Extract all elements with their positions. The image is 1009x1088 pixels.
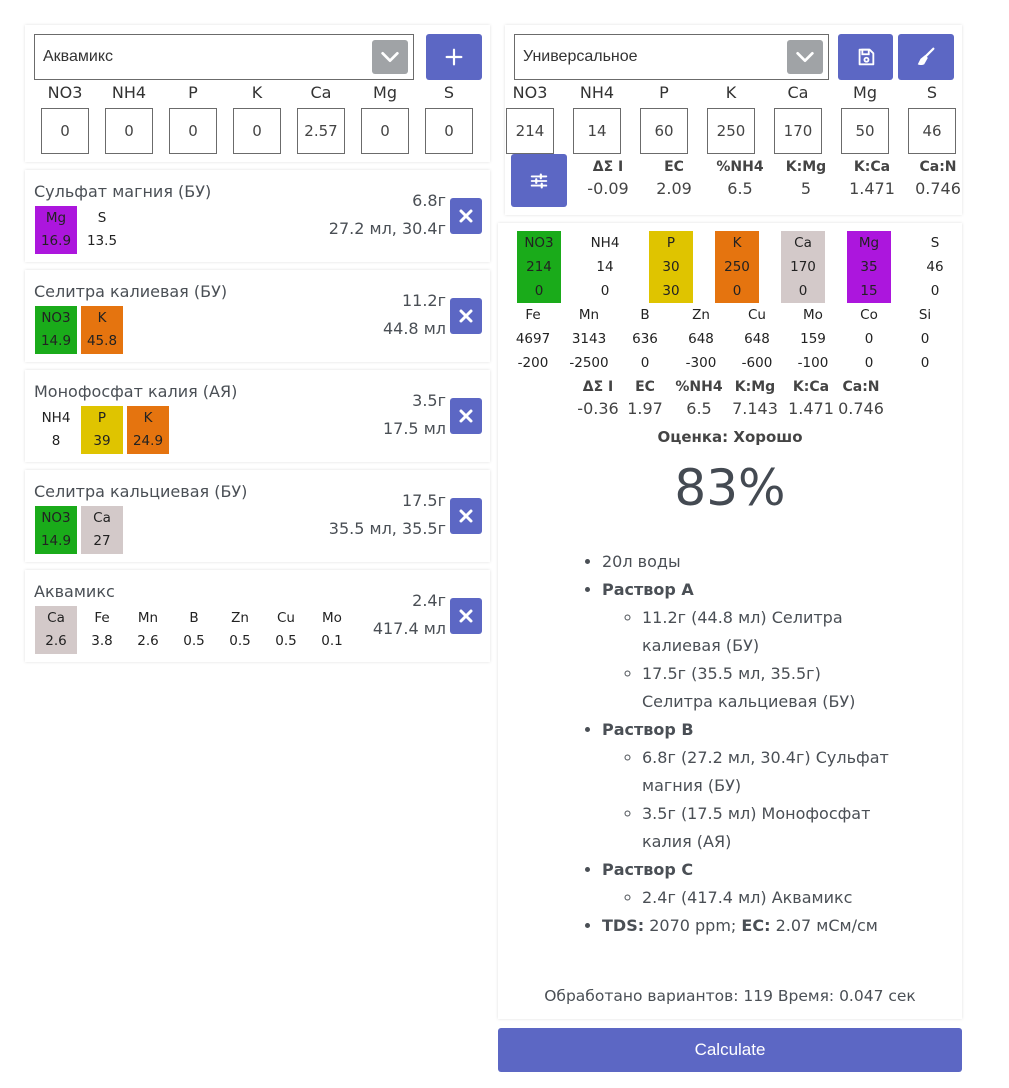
element-input-no3[interactable]: 0: [41, 108, 89, 154]
chip-cu: [265, 606, 307, 654]
micro-delta: -100: [797, 355, 829, 371]
macro-value: 46: [926, 259, 944, 275]
chip-element: Zn: [231, 610, 249, 626]
tds-value: 2070 ppm;: [649, 916, 737, 935]
settings-button[interactable]: [511, 154, 567, 207]
macro-col-nh4: [583, 231, 627, 303]
calculate-button[interactable]: Calculate: [498, 1028, 962, 1072]
ratio-value: 6.5: [727, 179, 753, 198]
macro-delta: 0: [798, 283, 808, 299]
ratio-label: %NH4: [675, 379, 723, 395]
chip-p: [81, 406, 123, 454]
macro-col-k: [715, 231, 759, 303]
element-label: K: [725, 83, 737, 102]
ratio-label: ΔΣ I: [582, 379, 614, 395]
chip-element: NH4: [41, 410, 71, 426]
macro-element: S: [930, 235, 940, 251]
micro-value: 648: [688, 331, 714, 347]
macro-value: 214: [526, 259, 552, 275]
ratio-label: EC: [664, 159, 684, 175]
solution-title: Раствор A: [602, 580, 694, 599]
ratio-value: 2.09: [656, 179, 692, 198]
chip-element: Cu: [277, 610, 295, 626]
micro-element: Zn: [692, 307, 710, 323]
element-label: NO3: [47, 83, 83, 102]
water-item: • 20л воды: [602, 548, 933, 576]
plus-icon: [443, 46, 465, 68]
micro-delta: 0: [920, 355, 930, 371]
fertilizer-volume: 44.8 мл: [382, 319, 446, 338]
chip-element: Mo: [322, 610, 342, 626]
score-percent: 83%: [674, 459, 786, 517]
macro-element: NO3: [524, 235, 554, 251]
chip-element: P: [97, 410, 107, 426]
chip-value: 3.8: [91, 633, 113, 649]
chip-element: Ca: [93, 510, 111, 526]
chip-element: NO3: [41, 310, 71, 326]
ratio-value: 7.143: [732, 399, 778, 418]
fertilizer-volume: 35.5 мл, 35.5г: [328, 519, 446, 538]
chip-value: 16.9: [40, 233, 72, 249]
chip-no3: [35, 506, 77, 554]
tds-item: [602, 912, 933, 940]
element-input-ca[interactable]: 2.57: [297, 108, 345, 154]
ec-value: 2.07 мСм/см: [775, 916, 878, 935]
chip-mo: [311, 606, 353, 654]
chip-value: 39: [93, 433, 111, 449]
fertilizer-mass: 11.2г: [401, 291, 446, 310]
macro-delta: 0: [600, 283, 610, 299]
ratio-value: -0.36: [577, 399, 619, 418]
element-label: Ca: [787, 83, 809, 102]
target-ratios: [586, 156, 960, 200]
macro-col-p: [649, 231, 693, 303]
broom-icon: [915, 46, 937, 68]
ratio-value: 0.746: [838, 399, 884, 418]
micro-value: 4697: [515, 331, 551, 347]
recipe-item: ◦ 3.5г (17.5 мл) Монофосфат калия (АЯ): [642, 800, 902, 856]
ratio-label: K:Ca: [792, 379, 830, 395]
ratio-value: 5: [800, 179, 812, 198]
macro-element: Ca: [794, 235, 812, 251]
micro-delta: -2500: [569, 355, 609, 371]
chip-value: 24.9: [132, 433, 164, 449]
chip-ca: [35, 606, 77, 654]
close-icon: [458, 308, 474, 324]
fertilizer-mass: 2.4г: [412, 591, 446, 610]
profile-select[interactable]: [514, 34, 829, 80]
micro-delta: -200: [517, 355, 549, 371]
macro-element: P: [666, 235, 676, 251]
macro-delta: 15: [860, 283, 878, 299]
ratio-value: 6.5: [686, 399, 712, 418]
target-profile-panel: [505, 25, 962, 215]
chip-k: [127, 406, 169, 454]
micro-value: 159: [800, 331, 826, 347]
chip-value: 2.6: [137, 633, 159, 649]
close-icon: [458, 208, 474, 224]
macro-col-no3: [517, 231, 561, 303]
ratio-label: ΔΣ I: [592, 159, 624, 175]
chip-nh4: [35, 406, 77, 454]
micro-element: Cu: [748, 307, 766, 323]
macro-element: Mg: [858, 235, 880, 251]
chip-zn: [219, 606, 261, 654]
close-icon: [458, 508, 474, 524]
ratio-label: K:Mg: [785, 159, 827, 175]
fertilizer-name: Сульфат магния (БУ): [34, 182, 212, 201]
element-label: Mg: [853, 83, 877, 102]
chip-element: Mn: [137, 610, 159, 626]
fertilizer-name: Селитра кальциевая (БУ): [34, 482, 248, 501]
macro-value: 170: [790, 259, 816, 275]
micro-delta: 0: [640, 355, 650, 371]
recipe-item: ◦ 11.2г (44.8 мл) Селитра калиевая (БУ): [642, 604, 912, 660]
chip-value: 14.9: [40, 533, 72, 549]
stats-footer: Обработано вариантов: 119 Время: 0.047 сек: [544, 987, 916, 1005]
profile-input-p[interactable]: 60: [640, 108, 688, 154]
element-label: S: [926, 83, 938, 102]
ratio-label: %NH4: [716, 159, 764, 175]
micro-delta: 0: [864, 355, 874, 371]
chip-element: Ca: [47, 610, 65, 626]
micro-element: Fe: [525, 307, 541, 323]
macro-col-mg: [847, 231, 891, 303]
fertilizer-card: [25, 170, 490, 262]
fertilizer-volume: 27.2 мл, 30.4г: [328, 219, 446, 238]
source-select-value: Аквамикс: [43, 48, 114, 65]
macro-table: [517, 231, 957, 303]
element-label: NH4: [111, 83, 147, 102]
ratio-label: EC: [635, 379, 655, 395]
macro-col-s: [913, 231, 957, 303]
micro-delta: -600: [741, 355, 773, 371]
chip-mg: [35, 206, 77, 254]
ratio-label: Ca:N: [842, 379, 880, 395]
ratio-value: -0.09: [587, 179, 629, 198]
chip-value: 45.8: [86, 333, 118, 349]
fertilizer-card: [25, 570, 490, 662]
ec-label: EC:: [741, 916, 771, 935]
clear-profile-button[interactable]: [898, 34, 954, 80]
profile-input-nh4[interactable]: 14: [573, 108, 621, 154]
fertilizer-name: Монофосфат калия (АЯ): [34, 382, 238, 401]
macro-delta: 0: [732, 283, 742, 299]
macro-delta: 0: [930, 283, 940, 299]
element-label: Mg: [373, 83, 397, 102]
micro-element: Si: [918, 307, 932, 323]
chip-s: [81, 206, 123, 254]
micro-element: Mo: [803, 307, 823, 323]
close-icon: [458, 608, 474, 624]
micro-value: 648: [744, 331, 770, 347]
remove-fertilizer-button[interactable]: [450, 498, 482, 534]
profile-input-mg[interactable]: 50: [841, 108, 889, 154]
chip-value: 0.5: [229, 633, 251, 649]
solution-b: [602, 716, 933, 856]
ratio-value: 1.97: [627, 399, 663, 418]
chip-element: B: [189, 610, 199, 626]
rating-text: Оценка: Хорошо: [657, 428, 803, 446]
macro-element: NH4: [590, 235, 620, 251]
fertilizer-card: [25, 270, 490, 362]
profile-input-ca[interactable]: 170: [774, 108, 822, 154]
micro-value: 0: [920, 331, 930, 347]
element-label: Ca: [310, 83, 332, 102]
element-input-p[interactable]: 0: [169, 108, 217, 154]
save-icon: [855, 46, 877, 68]
chip-value: 14.9: [40, 333, 72, 349]
fertilizer-name: Селитра калиевая (БУ): [34, 282, 228, 301]
chip-element: Mg: [45, 210, 67, 226]
add-source-button[interactable]: [426, 34, 482, 80]
solution-a: [602, 576, 933, 716]
chip-value: 2.6: [45, 633, 67, 649]
element-input-nh4[interactable]: 0: [105, 108, 153, 154]
recipe-item: ◦ 2.4г (417.4 мл) Аквамикс: [642, 884, 933, 912]
ratio-label: K:Mg: [734, 379, 776, 395]
remove-fertilizer-button[interactable]: [450, 298, 482, 334]
element-label: NH4: [579, 83, 615, 102]
result-ratios: [576, 376, 883, 420]
ratio-label: K:Ca: [853, 159, 891, 175]
micro-value: 636: [632, 331, 658, 347]
micro-delta: -300: [685, 355, 717, 371]
fertilizer-card: [25, 470, 490, 562]
chip-no3: [35, 306, 77, 354]
fertilizer-name: Аквамикс: [34, 582, 115, 601]
element-label: K: [251, 83, 263, 102]
macro-value: 14: [596, 259, 614, 275]
fertilizer-mass: 6.8г: [412, 191, 446, 210]
element-label: P: [188, 83, 198, 102]
source-select[interactable]: [34, 34, 414, 80]
macro-col-ca: [781, 231, 825, 303]
chip-value: 8: [51, 433, 61, 449]
chip-fe: [81, 606, 123, 654]
chevron-down-icon[interactable]: [372, 40, 408, 74]
fertilizer-mass: 17.5г: [401, 491, 446, 510]
macro-element: K: [732, 235, 742, 251]
solution-title: Раствор C: [602, 860, 694, 879]
micro-table: [511, 303, 947, 375]
ratio-value: 0.746: [915, 179, 961, 198]
macro-value: 30: [662, 259, 680, 275]
chip-value: 27: [93, 533, 111, 549]
remove-fertilizer-button[interactable]: [450, 598, 482, 634]
chevron-down-icon[interactable]: [787, 40, 823, 74]
fertilizer-volume: 17.5 мл: [382, 419, 446, 438]
element-label: S: [443, 83, 455, 102]
solution-title: Раствор B: [602, 720, 694, 739]
solution-c: [602, 856, 933, 912]
micro-value: 0: [864, 331, 874, 347]
ratio-value: 1.471: [849, 179, 895, 198]
chip-k: [81, 306, 123, 354]
chip-element: K: [97, 310, 107, 326]
chip-b: [173, 606, 215, 654]
recipe-item: ◦ 6.8г (27.2 мл, 30.4г) Сульфат магния (БУ): [642, 744, 902, 800]
micro-element: Co: [860, 307, 878, 323]
element-input-mg[interactable]: 0: [361, 108, 409, 154]
element-label: P: [659, 83, 669, 102]
chip-mn: [127, 606, 169, 654]
fertilizer-mass: 3.5г: [412, 391, 446, 410]
sliders-icon: [528, 170, 550, 192]
macro-delta: 30: [662, 283, 680, 299]
profile-input-no3[interactable]: 214: [506, 108, 554, 154]
recipe-item: ◦ 17.5г (35.5 мл, 35.5г) Селитра кальциевая (БУ): [642, 660, 892, 716]
profile-select-value: Универсальное: [523, 48, 638, 65]
element-label: NO3: [512, 83, 548, 102]
recipe-list: [583, 548, 933, 940]
chip-value: 0.5: [275, 633, 297, 649]
macro-value: 35: [860, 259, 878, 275]
ratio-label: Ca:N: [919, 159, 957, 175]
micro-value: 3143: [571, 331, 607, 347]
chip-value: 0.5: [183, 633, 205, 649]
chip-element: K: [143, 410, 153, 426]
chip-element: S: [97, 210, 107, 226]
tds-label: TDS:: [602, 916, 645, 935]
micro-element: B: [640, 307, 650, 323]
macro-value: 250: [724, 259, 750, 275]
save-profile-button[interactable]: [838, 34, 893, 80]
element-input-s[interactable]: 0: [425, 108, 473, 154]
fertilizer-volume: 417.4 мл: [372, 619, 446, 638]
close-icon: [458, 408, 474, 424]
profile-input-k[interactable]: 250: [707, 108, 755, 154]
fertilizer-card: [25, 370, 490, 462]
remove-fertilizer-button[interactable]: [450, 198, 482, 234]
chip-element: NO3: [41, 510, 71, 526]
chip-ca: [81, 506, 123, 554]
remove-fertilizer-button[interactable]: [450, 398, 482, 434]
source-elements-row: [41, 80, 473, 154]
micro-element: Mn: [578, 307, 600, 323]
element-input-k[interactable]: 0: [233, 108, 281, 154]
profile-input-s[interactable]: 46: [908, 108, 956, 154]
ratio-value: 1.471: [788, 399, 834, 418]
source-water-panel: [25, 25, 490, 162]
profile-elements-row: [506, 80, 956, 154]
chip-value: 0.1: [321, 633, 343, 649]
chip-element: Fe: [94, 610, 110, 626]
macro-delta: 0: [534, 283, 544, 299]
chip-value: 13.5: [86, 233, 118, 249]
